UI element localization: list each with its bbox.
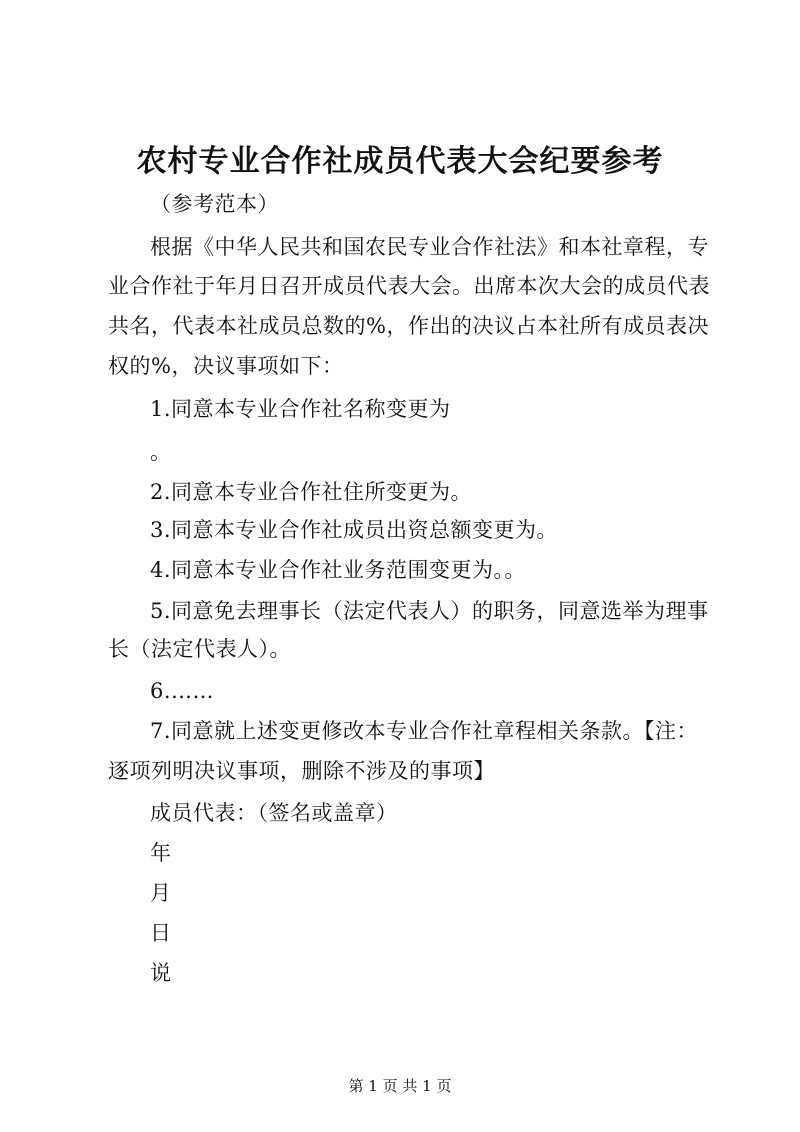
resolution-item: 6.……: [150, 679, 215, 703]
resolution-item: 4.同意本专业合作社业务范围变更为。。: [150, 558, 527, 582]
document-title: 农村专业合作社成员代表大会纪要参考: [136, 144, 664, 179]
date-day: 日: [150, 921, 172, 945]
resolution-item: 3.同意本专业合作社成员出资总额变更为。: [150, 518, 559, 542]
resolution-item: 5.同意免去理事长（法定代表人）的职务，同意选举为理事: [150, 599, 709, 623]
template-note: （参考范本）: [150, 192, 279, 216]
resolution-item-continuation: 逐项列明决议事项，删除不涉及的事项】: [108, 759, 495, 783]
resolution-item: 2.同意本专业合作社住所变更为。: [150, 480, 473, 504]
trailing-text: 说: [150, 961, 172, 985]
signature-label: 成员代表：（签名或盖章）: [150, 801, 398, 825]
page-number: 第 1 页 共 1 页: [348, 1077, 452, 1095]
resolution-item-continuation: 。: [150, 440, 172, 464]
paragraph-line: 根据《中华人民共和国农民专业合作社法》和本社章程，专: [150, 235, 709, 259]
paragraph-line: 共名，代表本社成员总数的%，作出的决议占本社所有成员表决: [108, 314, 709, 338]
resolution-item-continuation: 长（法定代表人）。: [108, 637, 291, 661]
date-year: 年: [150, 841, 172, 865]
resolution-item: 7.同意就上述变更修改本专业合作社章程相关条款。【注：: [150, 719, 699, 743]
paragraph-line: 业合作社于年月日召开成员代表大会。出席本次大会的成员代表: [108, 274, 710, 298]
resolution-item: 1.同意本专业合作社名称变更为: [150, 397, 451, 421]
date-month: 月: [150, 881, 172, 905]
paragraph-line: 权的%，决议事项如下：: [108, 354, 344, 378]
